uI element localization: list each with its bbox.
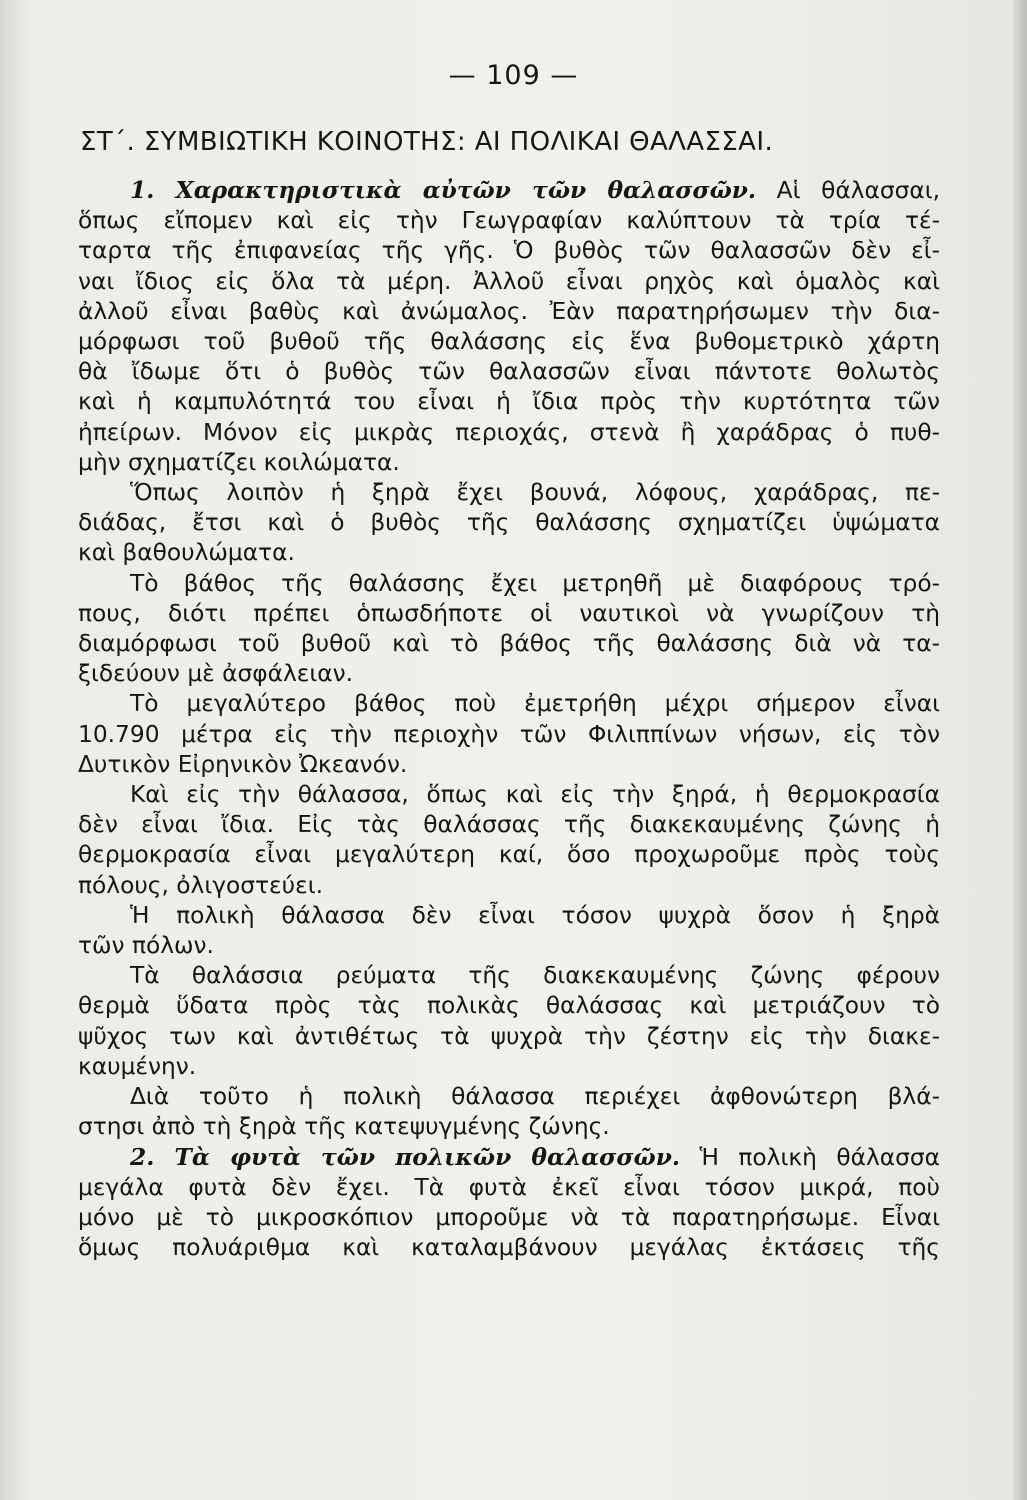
page-number: — 109 — (448, 60, 579, 91)
text-line: τῶν πόλων. (78, 932, 214, 960)
text-line: Τὸ βάθος τῆς θαλάσσης ἔχει μετρηθῆ μὲ διαφόρους τρό- (130, 569, 940, 597)
text-line: ὅμως πολυάριθμα καὶ καταλαμβάνουν μεγάλας ἐκτάσεις τῆς (78, 1234, 940, 1262)
text-line: ὅπως εἴπομεν καὶ εἰς τὴν Γεωγραφίαν καλύπτουν τὰ τρία τέ- (78, 207, 940, 235)
text-line: ξιδεύουν μὲ ἀσφάλειαν. (78, 660, 354, 688)
subheading-characteristics: 1. Χαρακτηριστικὰ αὐτῶν τῶν θαλασσῶν. (130, 177, 757, 204)
text-line: μὴν σχηματίζει κοιλώματα. (78, 448, 400, 476)
book-spine-edge (1013, 0, 1027, 1500)
text-line: μόρφωσι τοῦ βυθοῦ τῆς θαλάσσης εἰς ἕνα βυθομετρικὸ χάρτη (78, 328, 940, 356)
paragraph-vegetation (78, 1082, 940, 1142)
text-line: ναι ἴδιος εἰς ὅλα τὰ μέρη. Ἀλλοῦ εἶναι ρηχὸς καὶ ὁμαλὸς καὶ (78, 267, 940, 295)
subheading-polar-plants: 2. Τὰ φυτὰ τῶν πολικῶν θαλασσῶν. (130, 1143, 680, 1171)
text-line: καυμένην. (78, 1052, 197, 1080)
text-line: καὶ ἡ καμπυλότητά του εἶναι ἡ ἴδια πρὸς τὴν κυρτότητα τῶν (78, 388, 940, 416)
text-line: δὲν εἶναι ἴδια. Εἰς τὰς θαλάσσας τῆς διακεκαυμένης ζώνης ἡ (78, 811, 940, 839)
paragraph-polar-plants (78, 1143, 940, 1264)
text-line: θερμοκρασία εἶναι μεγαλύτερη καί, ὅσο προχωροῦμε πρὸς τοὺς (78, 841, 940, 869)
text-line: διαμόρφωσι τοῦ βυθοῦ καὶ τὸ βάθος τῆς θαλάσσης διὰ νὰ τα- (78, 630, 940, 658)
text-line: θερμὰ ὕδατα πρὸς τὰς πολικὰς θαλάσσας καὶ μετριάζουν τὸ (78, 992, 940, 1020)
text-line: Δυτικὸν Εἰρηνικὸν Ὠκεανόν. (78, 750, 408, 778)
text-line: ψῦχος των καὶ ἀντιθέτως τὰ ψυχρὰ τὴν ζέστην εἰς τὴν διακε- (78, 1022, 940, 1050)
text-line: πους, διότι πρέπει ὁπωσδήποτε οἱ ναυτικοὶ νὰ γνωρίζουν τὴ (78, 599, 940, 627)
paragraph-characteristics (78, 176, 940, 478)
body-text (78, 176, 940, 1263)
text-line: στησι ἀπὸ τὴ ξηρὰ τῆς κατεψυγμένης ζώνης. (78, 1113, 610, 1141)
paragraph-temperature (78, 780, 940, 901)
text-line: Τὰ θαλάσσια ρεύματα τῆς διακεκαυμένης ζώνης φέρουν (130, 962, 940, 990)
text-line: ἠπείρων. Μόνον εἰς μικρὰς περιοχάς, στενὰ ἢ χαράδρας ὁ πυθ- (78, 418, 940, 446)
text-line: 1. Χαρακτηριστικὰ αὐτῶν τῶν θαλασσῶν. Αἱ θάλασσαι, (130, 177, 940, 204)
text-line: Τὸ μεγαλύτερο βάθος ποὺ ἐμετρήθη μέχρι σήμερον εἶναι (130, 690, 940, 718)
text-line: Ὅπως λοιπὸν ἡ ξηρὰ ἔχει βουνά, λόφους, χαράδρας, πε- (130, 479, 940, 507)
text-line: Διὰ τοῦτο ἡ πολικὴ θάλασσα περιέχει ἀφθονώτερη βλά- (130, 1083, 940, 1111)
text-line: Καὶ εἰς τὴν θάλασσα, ὅπως καὶ εἰς τὴν ξηρά, ἡ θερμοκρασία (130, 781, 940, 809)
text-line: μεγάλα φυτὰ δὲν ἔχει. Τὰ φυτὰ ἐκεῖ εἶναι τόσον μικρά, ποὺ (78, 1173, 940, 1201)
text-line: πόλους, ὀλιγοστεύει. (78, 871, 323, 899)
text-line: καὶ βαθουλώματα. (78, 539, 295, 567)
text-line: ἀλλοῦ εἶναι βαθὺς καὶ ἀνώμαλος. Ἐὰν παρατηρήσωμεν τὴν δια- (78, 297, 940, 325)
paragraph-seabed-relief (78, 478, 940, 569)
text-line: 2. Τὰ φυτὰ τῶν πολικῶν θαλασσῶν. Ἡ πολικὴ θάλασσα (130, 1143, 940, 1171)
text-line: ταρτα τῆς ἐπιφανείας τῆς γῆς. Ὁ βυθὸς τῶν θαλασσῶν δὲν εἶ- (78, 237, 940, 265)
text-line: θὰ ἴδωμε ὅτι ὁ βυθὸς τῶν θαλασσῶν εἶναι πάντοτε θολωτὸς (78, 358, 940, 386)
text-line: 10.790 μέτρα εἰς τὴν περιοχὴν τῶν Φιλιππίνων νήσων, εἰς τὸν (78, 720, 940, 748)
paragraph-greatest-depth (78, 689, 940, 780)
text-line: μόνο μὲ τὸ μικροσκόπιον μποροῦμε νὰ τὰ παρατηρήσωμε. Εἶναι (78, 1203, 940, 1231)
section-heading: ΣΤ΄. ΣΥΜΒΙΩΤΙΚΗ ΚΟΙΝΟΤΗΣ: ΑΙ ΠΟΛΙΚΑΙ ΘΑΛΑΣΣΑΙ. (80, 127, 774, 157)
text-line: διάδας, ἔτσι καὶ ὁ βυθὸς τῆς θαλάσσης σχηματίζει ὑψώματα (78, 509, 940, 537)
text-line: Ἡ πολικὴ θάλασσα δὲν εἶναι τόσον ψυχρὰ ὅσον ἡ ξηρὰ (130, 901, 940, 929)
paragraph-polar-sea-cold (78, 901, 940, 961)
paragraph-currents (78, 961, 940, 1082)
paragraph-depth-measurement (78, 569, 940, 690)
